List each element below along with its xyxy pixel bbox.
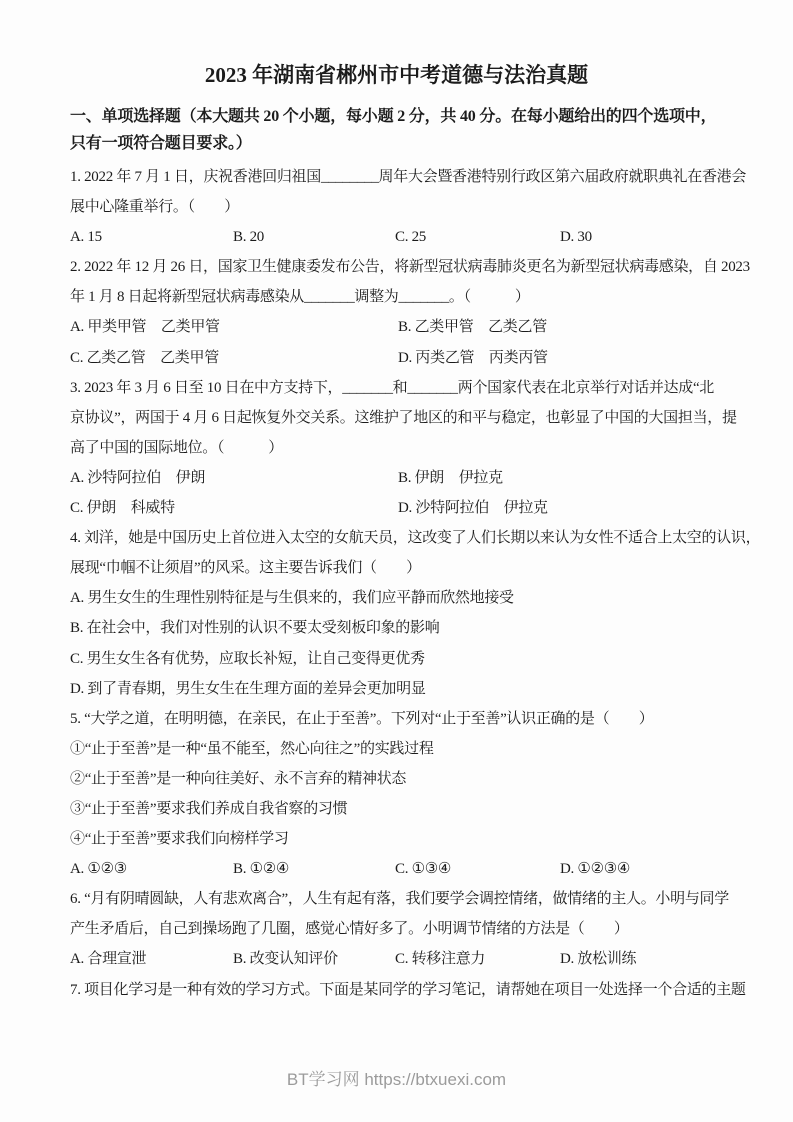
option-a: A. 沙特阿拉伯 伊朗: [70, 469, 206, 486]
question-text-line: 展中心隆重举行。（ ）: [70, 199, 239, 216]
question-text-line: 年 1 月 8 日起将新型冠状病毒感染从_______调整为_______。（ ）: [70, 289, 530, 306]
section-heading-line: 一、单项选择题（本大题共 20 个小题，每小题 2 分，共 40 分。在每小题给出的四个选项中，: [70, 108, 717, 125]
option-a: A. 男生女生的生理性别特征是与生俱来的，我们应平静而欣然地接受: [70, 590, 514, 607]
exam-title: 2023 年湖南省郴州市中考道德与法治真题: [204, 63, 589, 87]
option-b: B. 在社会中，我们对性别的认识不要太受刻板印象的影响: [70, 620, 440, 637]
question-text-line: 3. 2023 年 3 月 6 日至 10 日在中方支持下，_______和_______两个国家代表在北京举行对话并达成“北: [70, 379, 715, 396]
watermark-text: BT学习网 https://btxuexi.com: [286, 1070, 507, 1089]
section-heading-line: 只有一项符合题目要求。）: [70, 135, 252, 152]
options-row: [70, 463, 723, 493]
question-1: [70, 162, 747, 252]
option-a: A. 合理宣泄: [70, 951, 147, 968]
option-b: B. ①②④: [233, 861, 290, 878]
question-text-line: 展现“巾帼不让须眉”的风采。这主要告诉我们（ ）: [70, 560, 421, 577]
option-b: B. 改变认知评价: [233, 951, 338, 968]
question-text-line: 1. 2022 年 7 月 1 日，庆祝香港回归祖国________周年大会暨香港特别行政区第六届政府就职典礼在香港会: [70, 169, 747, 185]
option-c: C. 伊朗 科威特: [70, 500, 175, 517]
option-b: B. 伊朗 伊拉克: [398, 469, 503, 486]
section-heading: [70, 103, 723, 157]
question-text-line: 6. “月有阴晴圆缺，人有悲欢离合”，人生有起有落，我们要学会调控情绪，做情绪的主人。小明与同学: [70, 891, 729, 908]
option-b: B. 20: [233, 229, 265, 246]
question-5: [70, 704, 723, 885]
question-text-line: 产生矛盾后，自己到操场跑了几圈，感觉心情好多了。小明调节情绪的方法是（ ）: [70, 921, 629, 938]
question-text-line: 5. “大学之道，在明明德，在亲民，在止于至善”。下列对“止于至善”认识正确的是（ ）: [70, 710, 654, 727]
question-4: [70, 523, 761, 704]
option-c: C. 转移注意力: [395, 951, 486, 968]
question-text-line: 4. 刘洋，她是中国历史上首位进入太空的女航天员，这改变了人们长期以来认为女性不适合上太空的认识，: [70, 530, 761, 547]
option-d: D. 到了青春期，男生女生在生理方面的差异会更加明显: [70, 680, 426, 697]
question-list: [70, 162, 761, 1005]
question-text-line: 高了中国的国际地位。（ ）: [70, 439, 284, 456]
option-d: D. ①②③④: [560, 861, 631, 878]
statement-line-3: ③“止于至善”要求我们养成自我省察的习惯: [70, 800, 348, 817]
question-3: [70, 373, 737, 523]
option-d: D. 30: [560, 229, 592, 246]
options-row: [70, 493, 723, 523]
option-d: D. 沙特阿拉伯 伊拉克: [398, 500, 548, 517]
question-6: [70, 884, 729, 974]
options-row: [70, 312, 723, 342]
option-a: A. 甲类甲管 乙类甲管: [70, 319, 220, 336]
option-d: D. 丙类乙管 丙类丙管: [398, 349, 548, 366]
question-2: [70, 252, 750, 372]
option-b: B. 乙类甲管 乙类乙管: [398, 319, 547, 336]
question-text-line: 2. 2022 年 12 月 26 日，国家卫生健康委发布公告，将新型冠状病毒肺炎更名为新型冠状病毒感染，自 2023: [70, 259, 750, 276]
options-row: [70, 854, 723, 884]
option-c: C. ①③④: [395, 861, 452, 878]
option-d: D. 放松训练: [560, 951, 637, 968]
question-text-line: 京协议”，两国于 4 月 6 日起恢复外交关系。这维护了地区的和平与稳定，也彰显了中国的大国担当，提: [70, 409, 737, 426]
option-c: C. 乙类乙管 乙类甲管: [70, 349, 219, 366]
statement-line-4: ④“止于至善”要求我们向榜样学习: [70, 831, 289, 848]
question-7: [70, 975, 746, 1005]
question-text-line: 7. 项目化学习是一种有效的学习方式。下面是某同学的学习笔记，请帮她在项目一处选择一个合适的主题: [70, 981, 746, 998]
option-a: A. 15: [70, 229, 102, 246]
statement-line-1: ①“止于至善”是一种“虽不能至，然心向往之”的实践过程: [70, 740, 434, 757]
statement-line-2: ②“止于至善”是一种向往美好、永不言弃的精神状态: [70, 770, 407, 787]
option-a: A. ①②③: [70, 861, 127, 878]
options-row: [70, 944, 723, 974]
option-c: C. 25: [395, 229, 427, 246]
option-c: C. 男生女生各有优势，应取长补短，让自己变得更优秀: [70, 650, 425, 667]
options-row: [70, 343, 723, 373]
options-row: [70, 222, 723, 252]
